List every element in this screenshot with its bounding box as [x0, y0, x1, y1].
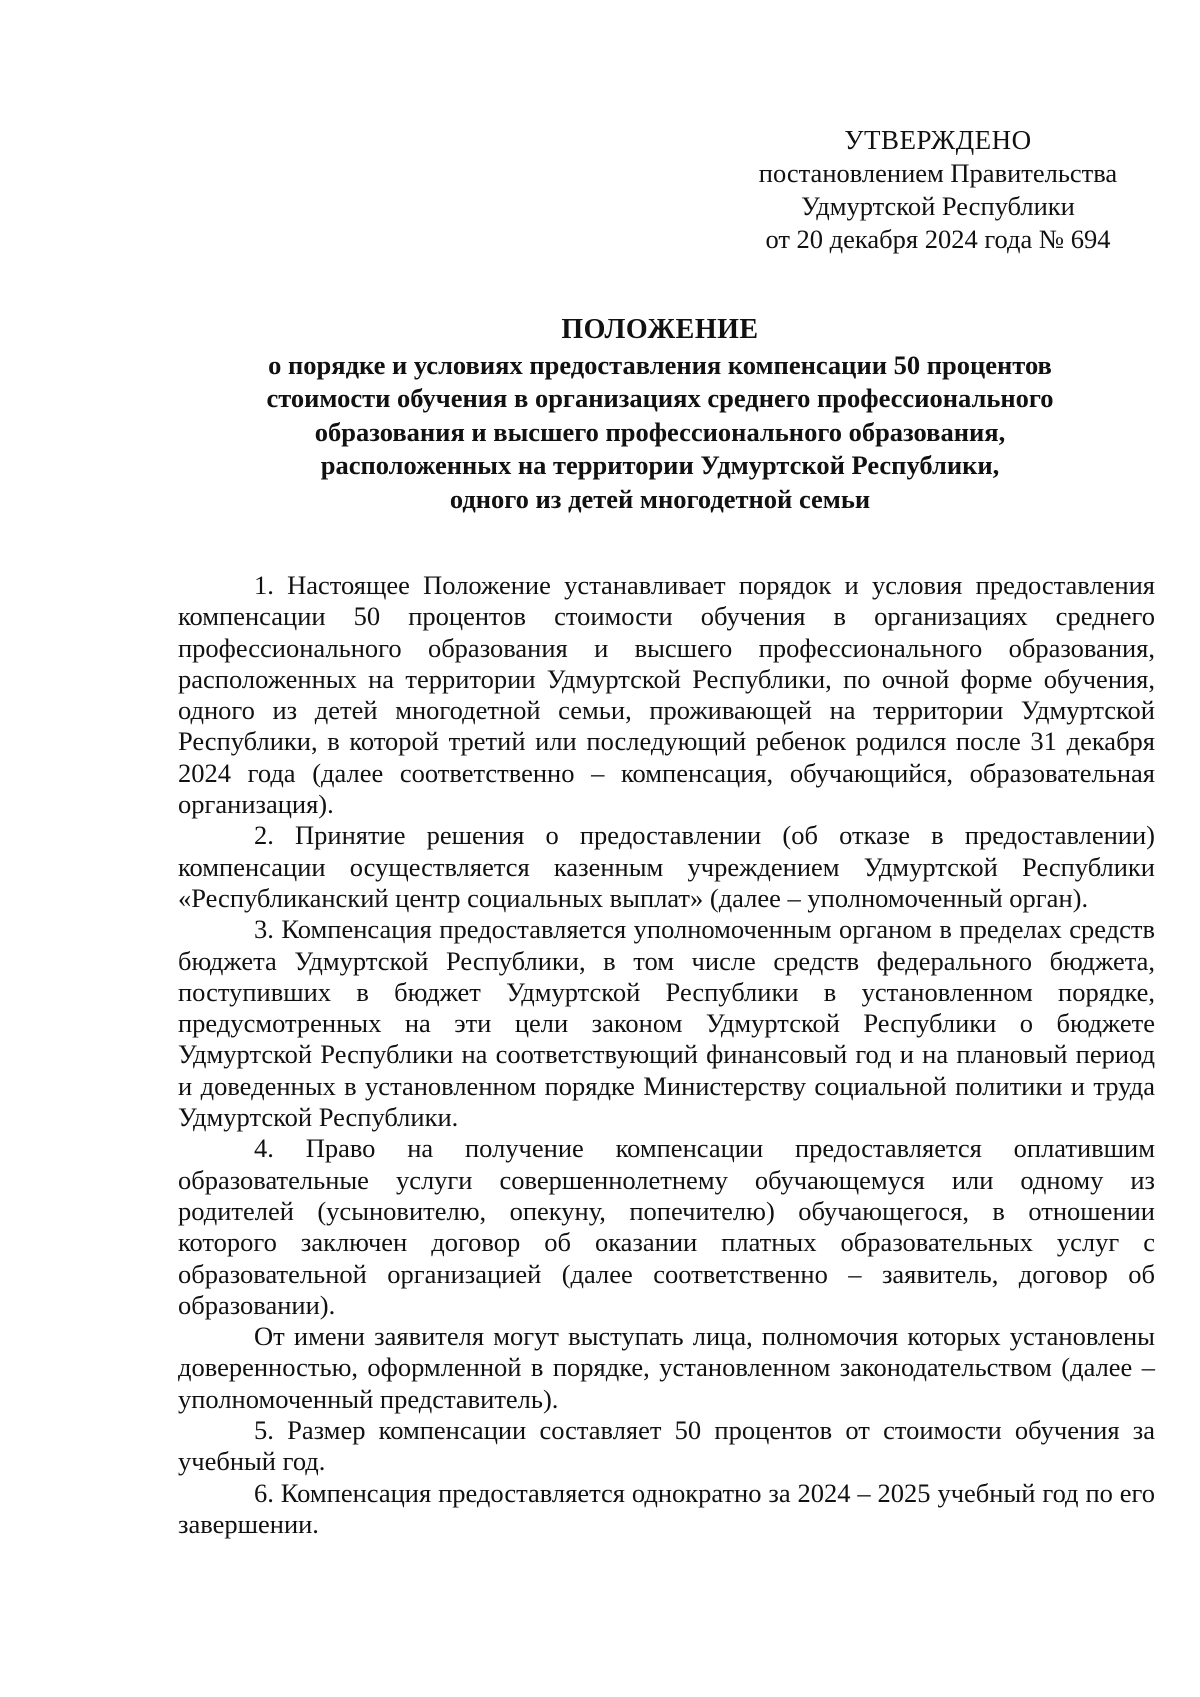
paragraph-4: 4. Право на получение компенсации предоставляется оплатившим образовательные услуги совершеннолетнему обучающемуся или одному из родителей (усыновителю, опекуну, попечителю) обучающегося, в отношении которого заключен договор об оказании платных образовательных услуг с образовательной организацией (далее соответственно – заявитель, договор об образовании).	[178, 1133, 1155, 1320]
paragraph-5: 5. Размер компенсации составляет 50 процентов от стоимости обучения за учебный год.	[178, 1415, 1155, 1477]
paragraph-4-continuation: От имени заявителя могут выступать лица, полномочия которых установлены доверенностью, оформленной в порядке, установленном законодательством (далее – уполномоченный представитель).	[178, 1321, 1155, 1414]
subtitle-line-3: образования и высшего профессионального образования,	[314, 416, 1006, 447]
paragraph-1: 1. Настоящее Положение устанавливает порядок и условия предоставления компенсации 50 процентов стоимости обучения в организациях среднего профессионального образования и высшего профессионального образования, расположенных на территории Удмуртской Республики, по очной форме обучения, одного из детей многодетной семьи, проживающей на территории Удмуртской Республики, в которой третий или последующий ребенок родился после 31 декабря 2024 года (далее соответственно – компенсация, обучающийся, образовательная организация).	[178, 570, 1155, 820]
subtitle-line-1: о порядке и условиях предоставления компенсации 50 процентов	[268, 349, 1052, 380]
document-title: ПОЛОЖЕНИЕ	[561, 314, 759, 345]
approval-line-3: от 20 декабря 2024 года № 694	[765, 224, 1111, 254]
subtitle-line-5: одного из детей многодетной семьи	[449, 483, 871, 514]
subtitle-line-4: расположенных на территории Удмуртской Республики,	[320, 450, 1000, 480]
paragraph-2: 2. Принятие решения о предоставлении (об отказе в предоставлении) компенсации осуществляется казенным учреждением Удмуртской Республики «Республиканский центр социальных выплат» (далее – уполномоченный орган).	[178, 820, 1155, 913]
approval-line-2: Удмуртской Республики	[801, 191, 1075, 221]
subtitle-line-2: стоимости обучения в организациях среднего профессионального	[266, 383, 1054, 413]
document-title-block	[160, 313, 1160, 516]
approval-line-1: постановлением Правительства	[758, 158, 1118, 188]
paragraph-6: 6. Компенсация предоставляется однократно за 2024 – 2025 учебный год по его завершении.	[178, 1477, 1155, 1539]
document-body	[178, 570, 1155, 1540]
approval-stamp	[738, 124, 1138, 256]
paragraph-3: 3. Компенсация предоставляется уполномоченным органом в пределах средств бюджета Удмуртской Республики, в том числе средств федерального бюджета, поступивших в бюджет Удмуртской Республики в установленном порядке, предусмотренных на эти цели законом Удмуртской Республики о бюджете Удмуртской Республики на соответствующий финансовый год и на плановый период и доведенных в установленном порядке Министерству социальной политики и труда Удмуртской Республики.	[178, 914, 1155, 1133]
approved-label: УТВЕРЖДЕНО	[844, 125, 1032, 155]
